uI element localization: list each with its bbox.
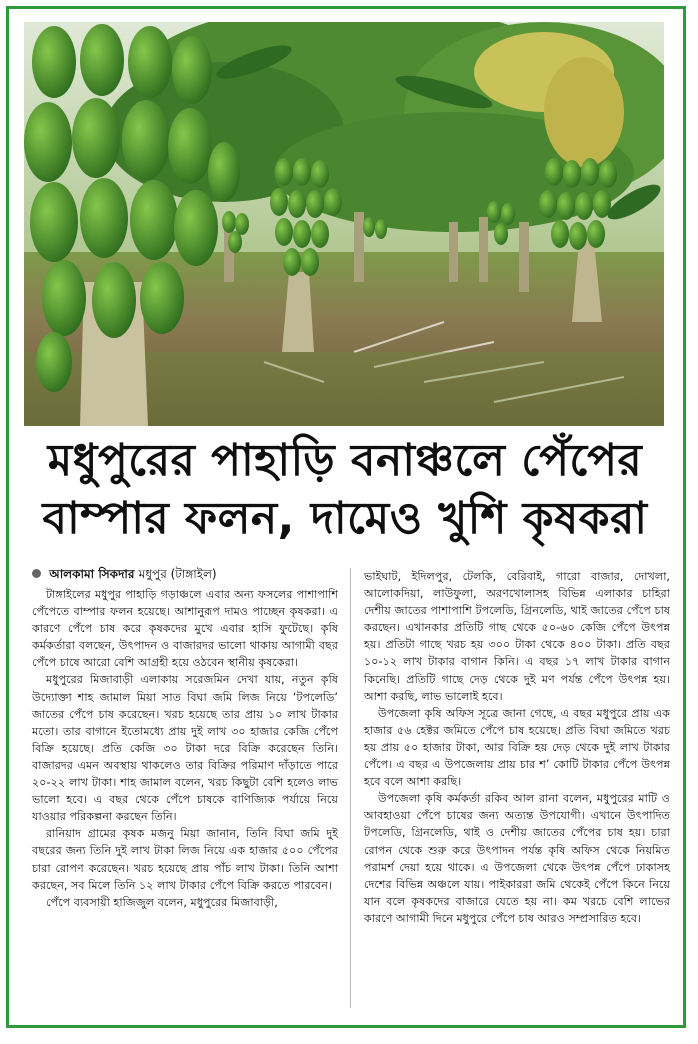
byline: [32, 566, 352, 586]
article-column-right: [364, 568, 670, 927]
headline-line-1: মধুপুরের পাহাড়ি বনাঞ্চলে পেঁপের: [47, 435, 643, 486]
byline-author: আলকামা সিকদার: [49, 567, 135, 581]
paragraph: মধুপুরের মিজাবাড়ী এলাকায় সরেজমিন দেখা যায়, নতুন কৃষি উদ্যোক্তা শাহ জামাল মিয়া সাত বিঘা জমি লিজ নিয়ে ‘টপলেডি’ জাতের পেঁপে চাষ করেছেন। খরচ হয়েছে তার প্রায় ১০ লাখ টাকার মতো। তার বাগানে ইতোমধ্যে প্রায় দুই লাখ ৩০ হাজার কেজি পেঁপে বিক্রি হয়েছে। প্রতি কেজি ৩০ টাকা দরে বিক্রি করেছেন তিনি। বাজারদর এমন অবস্থায় থাকলেও তার বিক্রির পরিমাণ দাঁড়াতে পারে ২০-২২ লাখ টাকা। শাহ জামাল বলেন, খরচ কিছুটা বেশি হলেও লাভ ভালো হবে। এ বছর থেকে পেঁপে চাষকে বাণিজ্যিক পর্যায়ে নিয়ে যাওয়ার পরিকল্পনা করছেন তিনি।: [32, 673, 338, 824]
article-column-left: [32, 586, 338, 911]
papaya-orchard-photo: [24, 22, 664, 426]
headline: [20, 432, 670, 548]
headline-line-2: বাম্পার ফলন, দামেও খুশি কৃষকরা: [42, 493, 648, 544]
paragraph: উপজেলা কৃষি কর্মকর্তা রকিব আল রানা বলেন, মধুপুরের মাটি ও আবহাওয়া পেঁপে চাষের জন্য অত্যন্ত উপযোগী। এখানে উৎপাদিত টপলেডি, গ্রিনলেডি, থাই ও দেশীয় জাতের পেঁপের চাষ হয়। চারা রোপন থেকে শুরু করে উৎপাদন পর্যন্ত কৃষি অফিস থেকে নিয়মিত পরামর্শ দেয়া হয়ে থাকে। এ উপজেলা থেকে উৎপন্ন পেঁপে ঢাকাসহ দেশের বিভিন্ন অঞ্চলে যায়। পাইকাররা জমি থেকেই পেঁপে কিনে নিয়ে যান বলে কৃষকদের বাজারে যেতে হয় না। কম খরচে বেশি লাভের কারণে আগামী দিনে মধুপুরে পেঁপে চাষ আরও সম্প্রসারিত হবে।: [364, 792, 670, 925]
bullet-icon: [32, 569, 41, 578]
paragraph: রানিয়াদ গ্রামের কৃষক মজনু মিয়া জানান, তিনি বিঘা জমি দুই বছরের জন্য তিনি দুই লাখ টাকা লিজ নিয়ে এক হাজার ৫০০ পেঁপের চারা রোপণ করেছেন। খরচ হয়েছে প্রায় পাঁচ লাখ টাকা। তিনি আশা করছেন, সব মিলে তিনি ১২ লাখ টাকার পেঁপে বিক্রি করতে পারবেন।: [32, 827, 338, 892]
paragraph: পেঁপে ব্যবসায়ী হাজিজুল বলেন, মধুপুরের মিজাবাড়ী,: [46, 895, 278, 909]
byline-place: মধুপুর (টাঙ্গাইল): [138, 567, 217, 581]
paragraph: উপজেলা কৃষি অফিস সূত্রে জানা গেছে, এ বছর মধুপুরে প্রায় এক হাজার ৫৬ হেক্টর জমিতে পেঁপে চাষ হয়েছে। প্রতি বিঘা জমিতে খরচ হয় প্রায় ৫০ হাজার টাকা, আর বিক্রি হয় দেড় থেকে দুই লাখ টাকার পেঁপে। এ বছর এ উপজেলায় প্রায় চার শ’ কোটি টাকার পেঁপে উৎপন্ন হবে বলে আশা করছি।: [364, 706, 670, 789]
paragraph: টাঙ্গাইলের মধুপুর পাহাড়ি গড়াঞ্চলে এবার অন্য ফসলের পাশাপাশি পেঁপেতে বাম্পার ফলন হয়েছে। আশানুরূপ দামও পাচ্ছেন কৃষকরা। এ কারণে পেঁপে চাষ করে কৃষকদের মুখে এবার হাসি ফুটেছে। কৃষি কর্মকর্তারা বলছেন, উৎপাদন ও বাজারদর ভালো থাকায় আগামী বছর পেঁপে চাষে আরো বেশি আগ্রহী হয়ে ওঠবেন স্থানীয় কৃষকেরা।: [32, 588, 338, 670]
paragraph: ভাইঘাট, ইদিলপুর, টেলকি, বেরিবাই, গারো বাজার, দোখলা, আলোকদিয়া, লাউফুলা, অরণখোলাসহ বিভিন্ন এলাকার চাহিরা দেশীয় জাতের পাশাপাশি টপলেডি, গ্রিনলেডি, থাই জাতের পেঁপে চাষ করছেন। এখানকার প্রতিটি গাছ থেকে ৫০-৬০ কেজি পেঁপে উৎপন্ন হয়। প্রতিটা গাছে খরচ হয় ৩০০ টাকা থেকে ৪০০ টাকা। প্রতি বছর ১০-১২ লাখ টাকার বাগান কিনি। এ বছর ১৭ লাখ টাকার বাগান কিনেছি। প্রতিটি গাছে দেড় থেকে দুই মণ পর্যন্ত পেঁপে উৎপন্ন হয়। আশা করছি, লাভ ভালোই হবে।: [364, 570, 670, 703]
column-divider: [350, 568, 351, 1008]
